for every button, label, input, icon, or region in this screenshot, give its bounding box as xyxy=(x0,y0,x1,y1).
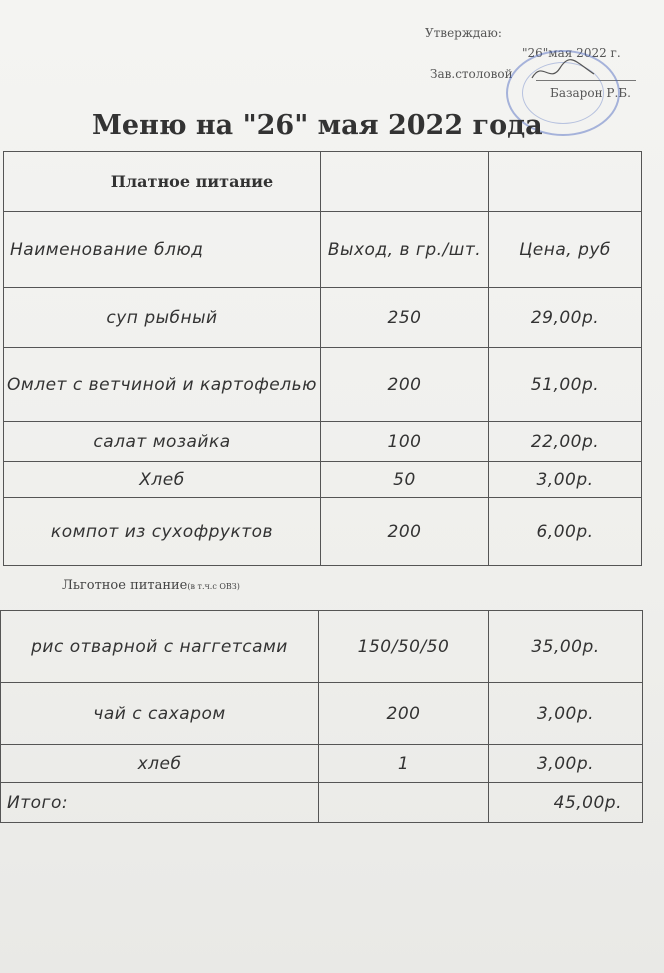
table-row xyxy=(1,683,643,745)
dish-yield: 1 xyxy=(319,745,489,783)
approval-label: Утверждаю: xyxy=(425,26,502,40)
paid-section-row xyxy=(4,152,642,212)
dish-price: 3,00р. xyxy=(489,683,643,745)
dish-name: суп рыбный xyxy=(4,288,321,348)
dish-price: 51,00р. xyxy=(489,348,642,422)
table-row xyxy=(4,348,642,422)
lgot-label: Льготное питание xyxy=(62,578,188,593)
dish-yield: 150/50/50 xyxy=(319,611,489,683)
header-name: Наименование блюд xyxy=(4,212,321,288)
empty-cell xyxy=(319,783,489,823)
dish-name: салат мозайка xyxy=(4,422,321,462)
dish-name: чай с сахаром xyxy=(1,683,319,745)
lgot-section-label xyxy=(62,578,240,593)
table-row xyxy=(4,498,642,566)
paid-menu-table xyxy=(3,151,642,566)
dish-yield: 200 xyxy=(321,348,489,422)
total-row xyxy=(1,783,643,823)
dish-name: Хлеб xyxy=(4,462,321,498)
table-row xyxy=(4,422,642,462)
header-row xyxy=(4,212,642,288)
header-yield: Выход, в гр./шт. xyxy=(321,212,489,288)
approval-date: "26"мая 2022 г. xyxy=(522,46,621,60)
table-row xyxy=(4,462,642,498)
header-price: Цена, руб xyxy=(489,212,642,288)
dish-name: компот из сухофруктов xyxy=(4,498,321,566)
table-row xyxy=(1,745,643,783)
dish-name: хлеб xyxy=(1,745,319,783)
total-value: 45,00р. xyxy=(489,783,643,823)
dish-price: 35,00р. xyxy=(489,611,643,683)
approval-name: Базарон Р.Б. xyxy=(550,86,631,100)
dish-price: 3,00р. xyxy=(489,745,643,783)
lgot-menu-table xyxy=(0,610,643,823)
dish-yield: 100 xyxy=(321,422,489,462)
paid-section-label: Платное питание xyxy=(4,152,321,212)
empty-cell xyxy=(321,152,489,212)
lgot-note: (в т.ч.с ОВЗ) xyxy=(187,582,240,591)
total-label: Итого: xyxy=(1,783,319,823)
dish-name: рис отварной с наггетсами xyxy=(1,611,319,683)
dish-yield: 200 xyxy=(321,498,489,566)
dish-yield: 50 xyxy=(321,462,489,498)
page-title: Меню на "26" мая 2022 года xyxy=(92,110,543,141)
dish-yield: 250 xyxy=(321,288,489,348)
table-row xyxy=(4,288,642,348)
dish-price: 6,00р. xyxy=(489,498,642,566)
empty-cell xyxy=(489,152,642,212)
table-row xyxy=(1,611,643,683)
signature-icon xyxy=(528,56,598,86)
approval-position: Зав.столовой xyxy=(430,67,513,81)
dish-name: Омлет с ветчиной и картофелью xyxy=(4,348,321,422)
dish-yield: 200 xyxy=(319,683,489,745)
dish-price: 22,00р. xyxy=(489,422,642,462)
dish-price: 3,00р. xyxy=(489,462,642,498)
dish-price: 29,00р. xyxy=(489,288,642,348)
